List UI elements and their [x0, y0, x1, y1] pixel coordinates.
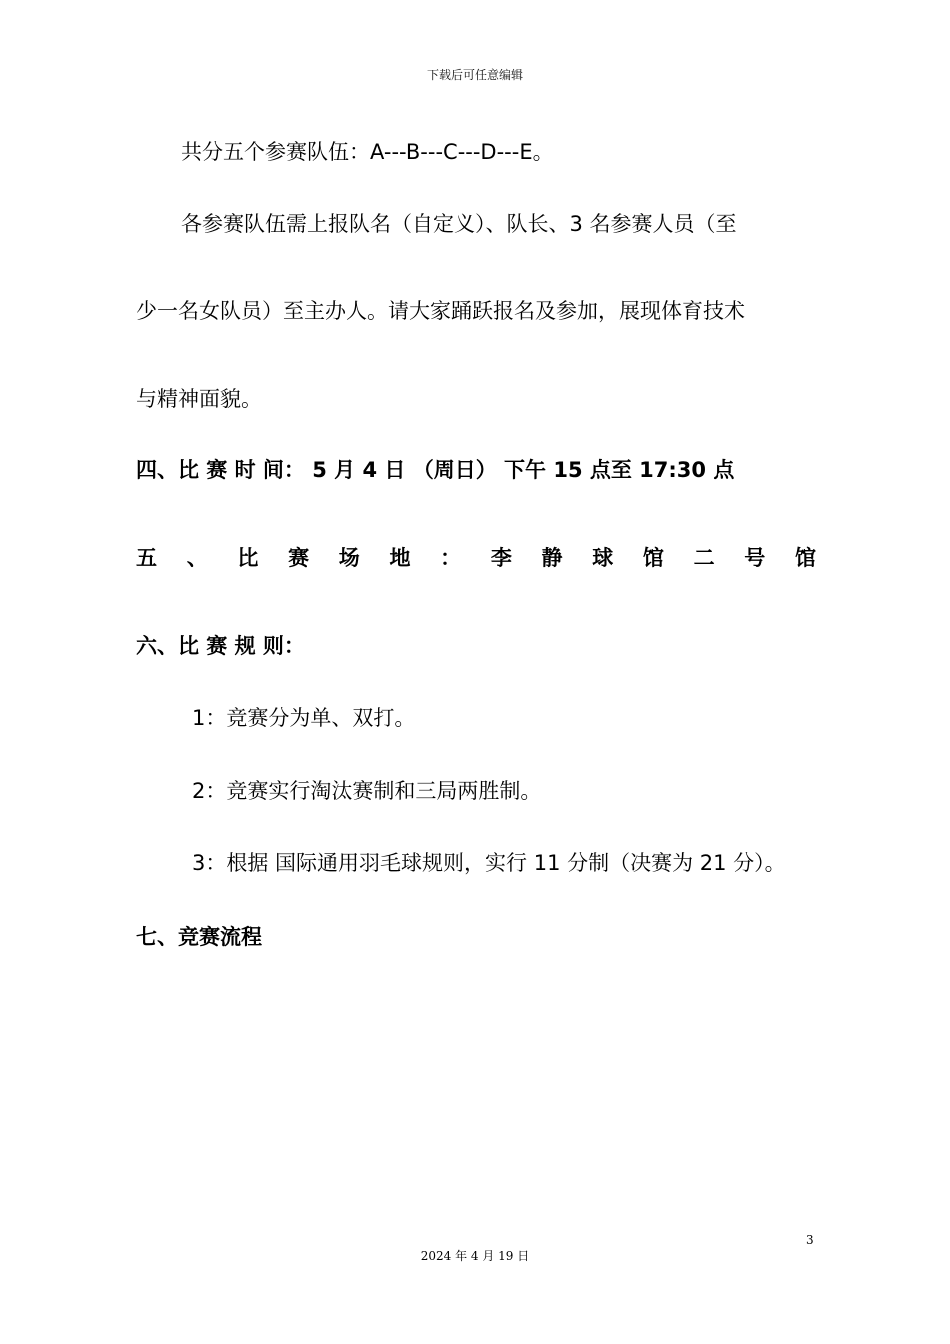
page-number: 3 [806, 1233, 814, 1247]
venue-char: 球 [592, 546, 614, 570]
signup-paragraph-line-2: 少一名女队员）至主办人。请大家踊跃报名及参加，展现体育技术 [136, 299, 745, 323]
page-header: 下载后可任意编辑 [426, 68, 523, 82]
venue-char: 、 [186, 546, 208, 570]
venue-heading [136, 543, 816, 573]
rules-heading: 六、比 赛 规 则： [136, 634, 305, 658]
venue-char: 赛 [288, 546, 310, 570]
venue-char: 馆 [794, 546, 816, 570]
rule-item-3: 3：根据 国际通用羽毛球规则，实行 11 分制（决赛为 21 分）。 [192, 851, 786, 875]
venue-char: 地 [389, 546, 411, 570]
signup-paragraph-line-3: 与精神面貌。 [136, 387, 262, 411]
footer-date: 2024 年 4 月 19 日 [420, 1249, 530, 1263]
venue-char: 比 [237, 546, 259, 570]
venue-char: ： [440, 546, 462, 570]
venue-char: 五 [136, 546, 157, 570]
venue-char: 号 [744, 546, 766, 570]
venue-char: 二 [693, 546, 715, 570]
teams-paragraph: 共分五个参赛队伍：A---B---C---D---E。 [181, 140, 554, 164]
venue-char: 李 [490, 546, 512, 570]
rule-item-2: 2：竞赛实行淘汰赛制和三局两胜制。 [192, 779, 542, 803]
flow-heading: 七、竞赛流程 [136, 925, 262, 949]
signup-paragraph-line-1: 各参赛队伍需上报队名（自定义）、队长、3 名参赛人员（至 [181, 212, 737, 236]
match-time-heading: 四、比 赛 时 间： 5 月 4 日 （周日） 下午 15 点至 17:30 点 [136, 458, 735, 482]
venue-char: 静 [541, 546, 563, 570]
venue-char: 场 [338, 546, 360, 570]
venue-char: 馆 [642, 546, 664, 570]
rule-item-1: 1：竞赛分为单、双打。 [192, 706, 416, 730]
